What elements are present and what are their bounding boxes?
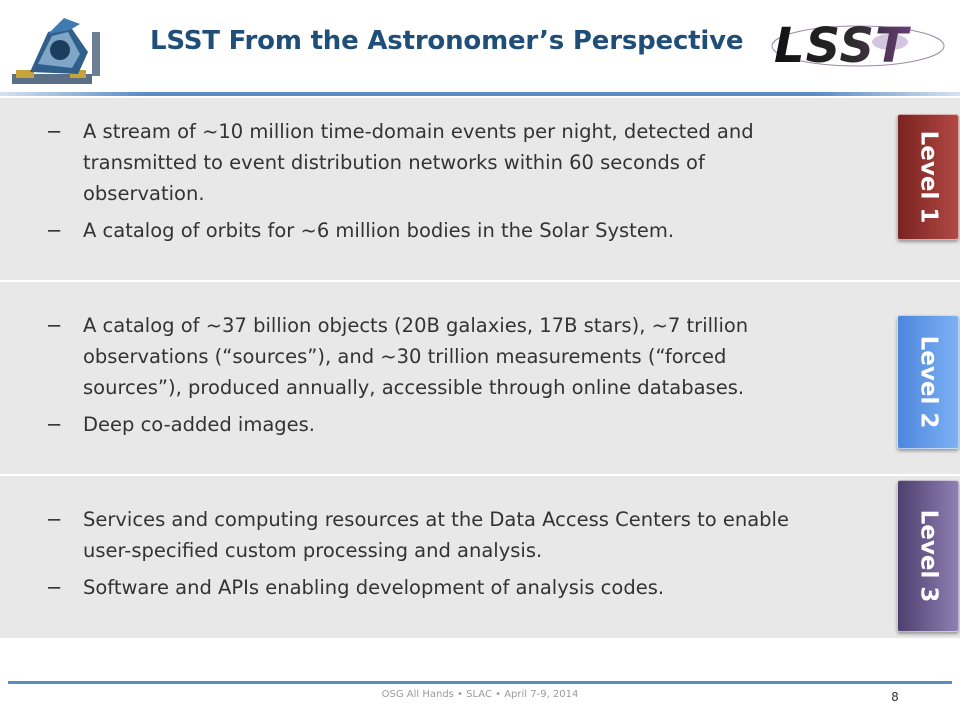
telescope-illustration	[8, 12, 108, 92]
bullet-text: Deep co-added images.	[83, 413, 316, 436]
list-item	[46, 215, 806, 246]
slide-title: LSST From the Astronomer’s Perspective	[150, 26, 744, 56]
lsst-logo	[768, 12, 950, 76]
level-3-bullet-list	[46, 504, 806, 609]
level-3-label: Level 3	[915, 509, 941, 603]
level-2-label: Level 2	[915, 335, 941, 429]
list-item	[46, 504, 806, 566]
level-2-section	[0, 282, 960, 474]
bullet-text: Services and computing resources at the Data Access Centers to enable user-specified custom processing and analysis.	[83, 508, 789, 562]
level-2-tab	[897, 315, 959, 449]
footer-text: OSG All Hands • SLAC • April 7-9, 2014	[381, 689, 579, 700]
header-divider	[0, 92, 960, 96]
svg-text:LSST: LSST	[774, 18, 909, 74]
level-1-section	[0, 98, 960, 280]
slide-header	[0, 0, 960, 96]
page-number: 8	[891, 690, 899, 704]
bullet-dash: −	[46, 120, 63, 143]
level-3-tab	[897, 480, 959, 632]
bullet-text: A catalog of orbits for ~6 million bodies in the Solar System.	[83, 219, 675, 242]
list-item	[46, 310, 806, 403]
list-item	[46, 572, 806, 603]
list-item	[46, 409, 806, 440]
bullet-text: A stream of ~10 million time-domain events per night, detected and transmitted to event distribution networks within 60 seconds of observation.	[83, 120, 754, 205]
bullet-dash: −	[46, 576, 63, 599]
footer-divider	[8, 681, 952, 684]
level-3-section	[0, 476, 960, 638]
bullet-text: A catalog of ~37 billion objects (20B galaxies, 17B stars), ~7 trillion observations (“sources”), and ~30 trillion measurements (“forced sources”), produced annually, accessible through online databases.	[83, 314, 749, 399]
bullet-dash: −	[46, 219, 63, 242]
level-1-label: Level 1	[915, 130, 941, 224]
bullet-dash: −	[46, 413, 63, 436]
list-item	[46, 116, 806, 209]
level-2-bullet-list	[46, 310, 806, 446]
bullet-dash: −	[46, 508, 63, 531]
level-1-bullet-list	[46, 116, 806, 252]
bullet-dash: −	[46, 314, 63, 337]
level-1-tab	[897, 114, 959, 240]
bullet-text: Software and APIs enabling development of analysis codes.	[83, 576, 665, 599]
